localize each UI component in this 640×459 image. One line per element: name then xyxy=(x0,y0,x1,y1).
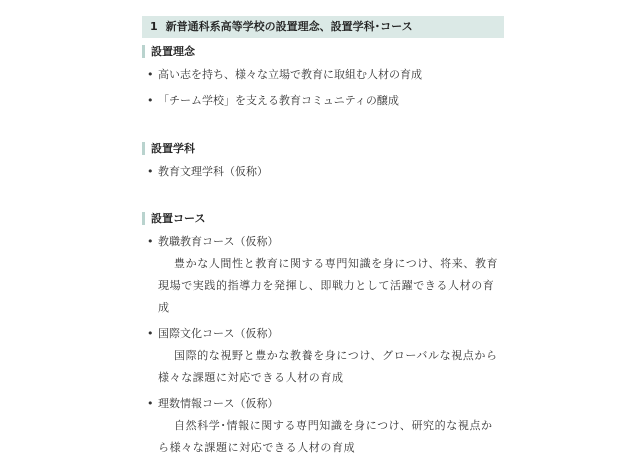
document-page xyxy=(142,16,504,459)
course-name-text: 教職教育コース（仮称） xyxy=(158,235,279,248)
course-description: 国際的な視野と豊かな教養を身につけ、グローバルな視点から様々な課題に対応できる人材の育成 xyxy=(158,349,498,384)
bullet-icon: • xyxy=(147,397,154,410)
list-item xyxy=(142,68,504,81)
bullet-icon: • xyxy=(147,68,154,81)
bullet-icon: • xyxy=(147,235,154,248)
list-item-text: 教育文理学科（仮称） xyxy=(158,165,268,178)
bullet-icon: • xyxy=(147,327,154,340)
course-block-kyoshoku xyxy=(142,235,504,319)
title-number: 1 xyxy=(150,20,158,33)
list-item xyxy=(142,94,504,107)
section-heading-rinen: 設置理念 xyxy=(142,45,504,58)
course-description: 自然科学･情報に関する専門知識を身につけ、研究的な視点から様々な課題に対応できる人材の育成 xyxy=(158,419,493,454)
course-name xyxy=(142,397,504,410)
bullet-icon: • xyxy=(147,165,154,178)
course-name-text: 国際文化コース（仮称） xyxy=(158,327,279,340)
course-name xyxy=(142,327,504,340)
title-text: 新普通科系高等学校の設置理念、設置学科･コース xyxy=(165,20,413,33)
course-block-risu xyxy=(142,397,504,459)
section-setchi-gakka xyxy=(142,142,504,178)
section-heading-course: 設置コース xyxy=(142,212,504,225)
main-title xyxy=(142,16,504,38)
bullet-icon: • xyxy=(147,94,154,107)
list-item-text: 高い志を持ち、様々な立場で教育に取組む人材の育成 xyxy=(158,68,422,81)
course-name xyxy=(142,235,504,248)
section-setchi-rinen xyxy=(142,45,504,107)
course-block-kokusai xyxy=(142,327,504,389)
list-item xyxy=(142,165,504,178)
list-item-text: 「チーム学校」を支える教育コミュニティの醸成 xyxy=(158,94,399,107)
section-setchi-course xyxy=(142,212,504,459)
gakka-list xyxy=(142,165,504,178)
course-description: 豊かな人間性と教育に関する専門知識を身につけ、将来、教育現場で実践的指導力を発揮し、即戦力として活躍できる人材の育成 xyxy=(158,257,499,314)
rinen-list xyxy=(142,68,504,107)
course-name-text: 理数情報コース（仮称） xyxy=(158,397,279,410)
section-heading-gakka: 設置学科 xyxy=(142,142,504,155)
